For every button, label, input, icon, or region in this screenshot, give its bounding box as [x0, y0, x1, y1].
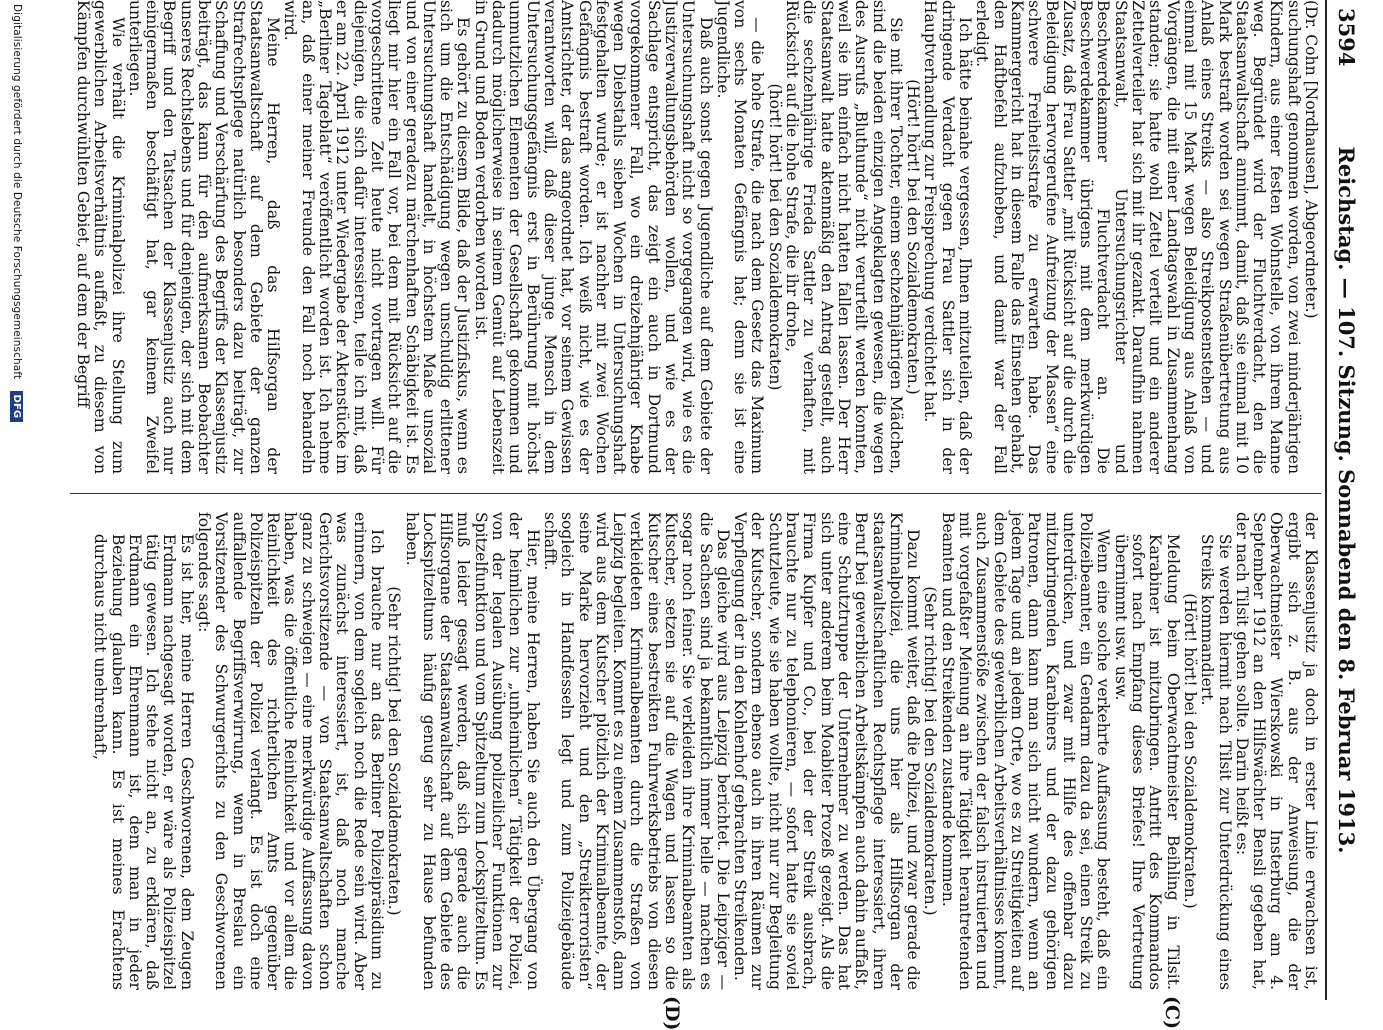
- running-title: Reichstag. — 107. Sitzung. Sonnabend den 8. Februar 1913.: [1334, 146, 1359, 854]
- interjection: (Sehr richtig! bei den Sozialdemokraten.): [385, 586, 404, 916]
- paragraph: Daß auch sonst gegen Jugendliche auf dem Gebiete der Untersuchungshaft nicht so vorgegangen wird, wie es die Justizverwaltungsbehörden wollen, und wie es der Sachlage entspricht, das zeigt ein auch in Dortmund vorgekommener Fall, wo ein dreizehnjähriger Knabe wegen Diebstahls sieben Wochen in Untersuchungshaft festgehalten wurde; er ist nachher mit zwei Wochen Gefängnis bestraft worden. Ich weiß nicht, wie es der Amtsrichter, der das angeordnet hat, vor seinem Gewissen verantworten will, daß dieser junge Mensch in dem Untersuchungsgefängnis erst in Berührung mit höchst unmutzlichen Elementen der Gesellschaft gekommen und dadurch möglicherweise in seinem Gemüt auf Lebenszeit in Grund und Boden verdorben worden ist.: [471, 0, 715, 474]
- left-column: [60, 0, 1319, 474]
- paragraph: Das gleiche wird aus Leipzig berichtet. Die Leipziger — die Sachsen sind ja bekanntlich immer helle — machen es sogar noch feiner. Sie verkleiden ihre Kriminalbeamten als Kutscher, setzen sie auf die Wagen und lassen so die Kutscher eines bestreikten Fuhrwerksbetriebs von diesen verkleideten Kriminalbeamten durch die Straßen von Leipzig begleiten. Kommt es zu einem Zusammenstoß, dann wird aus dem Kutscher plötzlich der Kriminalbeamte, der seine Marke hervorzieht und den „Streikterroristen“ sogleich in Handfesseln legt und zum Polizeigebäude schafft.: [540, 512, 732, 990]
- dfg-logo: DFG: [10, 391, 23, 423]
- right-column: [60, 512, 1319, 990]
- paragraph: Es gehört zu diesem Bilde, daß der Justizfiskus, wenn es sich um die Entschädigung wegen unschuldig erlittener Untersuchungshaft handelt, in höchstem Maße unsozial und von einer geradezu märchenhaften Schäbigkeit ist. Es liegt mir hier ein Fall vor, bei dem mit Rücksicht auf die vorgeschrittene Zeit heute nicht vortragen will. Für diejenigen, die sich dafür interessieren, teile ich mit, daß er am 22. April 1912 unter Wiedergabe der Aktenstücke im „Berliner Tageblatt“ veröffentlicht worden ist. Ich nehme an, daß einer meiner Freunde den Fall noch behandeln wird.: [281, 0, 473, 474]
- quotation: Sie werden hiermit nach Tilsit zur Unterdrückung eines Streiks kommandiert.: [1198, 533, 1234, 990]
- paragraph: Ich brauche nur an das Berliner Polizeipräsidium zu erinnern, von dem sogleich noch die Rede sein wird. Aber was zunächst interessiert, ist, daß noch manche Gerichtsvorsitzende — von Staatsanwaltschaften schon ganz zu schweigen — eine merkwürdige Auffassung davon haben, was die öffentliche Reinlichkeit und vor allem die Reinlichkeit des richterlichen Amts gegenüber Polizeispitzeln der Polizei verlangt. Es ist doch eine auffallende Begriffsverwirrung, wenn in Breslau ein Vorsitzender des Schwurgerichts zu den Geschworenen folgendes sagt:: [195, 512, 386, 990]
- interjection: (Hört! hört! bei den Sozialdemokraten.): [1180, 593, 1199, 909]
- interjection: (Sehr richtig! bei den Sozialdemokraten.): [921, 586, 940, 916]
- margin-marker-d: (D): [661, 996, 683, 1030]
- paragraph: Sie mit ihrer Tochter, einem sechzehnjährigen Mädchen, sind die beiden einzigen Angeklagten gewesen, die wegen des Ausrufs „Bluthunde“ nicht verurteilt werden konnten, weil sie ihn einfach nicht hatten fallen lassen. Der Herr Staatsanwalt hatte aktenmäßig den Antrag gestellt, auch die sechzehnjährige Frieda Sattler zu verhaften, mit Rücksicht auf die hohe Strafe, die ihr drohe,: [783, 0, 905, 474]
- interjection: (Hört! hört! bei den Sozialdemokraten.): [904, 79, 923, 395]
- header-rule: [1325, 0, 1327, 1000]
- credit-text: Digitalisierung gefördert durch die Deutsche Forschungsgemeinschaft: [11, 4, 23, 380]
- column-divider: [70, 493, 1321, 494]
- paragraph: Ich hätte beinahe vergessen, Ihnen mitzuteilen, daß der dringende Verdacht gegen Frau Sattler sich in der Hauptverhandlung zur Freisprechung verdichtet hat.: [921, 0, 975, 474]
- quotation: Meldung beim Oberwachtmeister Beihling in Tilsit. Karabiner ist mitzubringen. Antritt des Kommandos sofort nach Empfang dieses Briefes! Ihre Vertretung übernimmt usw. usw.: [1111, 533, 1182, 990]
- paragraph: — die hohe Strafe, die nach dem Gesetz das Maximum von sechs Monaten Gefängnis hat; denn sie ist eine Jugendliche.: [713, 0, 767, 474]
- page-header: [1333, 0, 1363, 1000]
- quotation: Es ist hier, meine Herren Geschworenen, dem Zeugen Erdmann nachgesagt worden, er wäre als Polizeispitzel tätig gewesen. Ich stehe nicht an, zu erklären, daß Erdmann ein Ehrenmann ist, dem man in jeder Beziehung glauben kann. Es ist meines Erachtens durchaus nicht unehrenhaft,: [91, 533, 196, 990]
- interjection: (hört! hört! bei den Sozialdemokraten): [765, 83, 784, 391]
- speaker-label: (Dr. Cohn [Nordhausen], Abgeordneter.): [1302, 0, 1320, 319]
- paragraph: Meine Herren, daß das Hilfsorgan der Staatsanwaltschaft auf dem Gebiete der ganzen Strafrechtspflege natürlich besonders dazu beiträgt, zur Schaffung und Verschärfung des Begriffs der Klassenjustiz beiträgt, das kann für den aufmerksamen Beobachter unseres Rechtslebens und für denjenigen, der sich mit dem Begriff und den Tatsachen der Klassenjustiz auch nur einigermaßen beschäftigt hat, gar keinem Zweifel unterliegen.: [125, 0, 283, 474]
- margin-marker-c: (C): [1161, 996, 1183, 1030]
- paragraph: suchungshaft genommen worden, von zwei minderjährigen Kindern, aus einer festen Wohnstelle, von ihrem Manne weg. Begründet wird der Fluchtverdacht, den die Staatsanwaltschaft annimmt, damit, daß sie einmal mit 10 Mark bestraft worden sei wegen Straßenübertretung aus Anlaß eines Streiks — also Streikpostenstehen — und einmal mit 15 Mark wegen Beleidigung aus Anlaß von Vorgängen, die mit einer Landtagswahl in Zusammenhang standen; sie hatte wohl Zettel verteilt und ein anderer Zettelverteiler hat sich mit ihr gezankt. Daraufhin nahmen Staatsanwalt, Untersuchungsrichter und Beschwerdekammer Fluchtverdacht an. Die Beschwerdekammer übrigens mit dem merkwürdigen Zusatz, daß Frau Sattler „mit Rücksicht auf die durch die Beleidigung hervorgerufene Aufreizung der Massen“ eine schwere Freiheitsstrafe zu erwarten habe. Das Kammergericht hat in diesem Falle das Einsehen gehabt, den Haftbefehl aufzuheben, und damit war der Fall erledigt.: [973, 0, 1303, 474]
- paragraph: der Klassenjustiz ja doch in erster Linie erwachsen ist, ergibt sich z. B. aus der Anweisung, die der Oberwachtmeister Wierskowski in Insterburg am 4. September 1912 an den Hilfswächter Bensli gegeben hat, der nach Tilsit gehen sollte. Darin heißt es:: [1232, 512, 1320, 990]
- paragraph: Dazu kommt weiter, daß die Polizei, und zwar gerade die Kriminalpolizei, die uns hier als Hilfsorgan der staatsanwaltschaftlichen Rechtspflege interessiert, ihren Beruf bei gewerblichen Arbeitskämpfen auch dahin auffaßt, eine Schutztruppe der Unternehmer zu werden. Das hat sich unter anderem beim Moabiter Prozeß gezeigt. Als die Firma Kupfer und Co., bei der der Streik ausbrach, brauchte nur zu telephonieren, — sofort hatte sie soviel Schutzleute, wie sie haben wollte, nicht nur zur Begleitung der Kutscher, sondern ebenso auch in ihren Räumen zur Verpflegung der in den Kohlenhof gebrachten Streikenden.: [731, 512, 923, 990]
- paragraph: Hier, meine Herren, haben Sie auch den Übergang von der heimlichen zur „unheimlichen“ Tätigkeit der Polizei, von der legalen Ausübung polizeilicher Funktionen zur Spitzelfunktion und vom Spitzeltum zum Lockspitzeltum. Es muß leider gesagt werden, daß sich gerade auch die Hilfsorgane der Staatsanwaltschaft auf dem Gebiete des Lockspitzeltums häufig genug sehr zu Hause befunden haben.: [402, 512, 542, 990]
- page-number: 3594: [1334, 8, 1359, 67]
- paragraph: Wenn eine solche verkehrte Auffassung besteht, daß ein Polizeibeamter, ein Gendarm dazu da sei, einen Streik zu unterdrücken, und zwar mit Hilfe des offenbar dazu mitzubringenden Karabiners und der dazu gehörigen Patronen, dann kann man sich nicht wundern, wenn an jedem Tage und an jedem Orte, wo es zu Streitigkeiten auf dem Gebiete des gewerblichen Arbeitsverhältnisses kommt, auch Zusammenstöße zwischen der falsch instruierten und mit vorgefaßter Meinung an ihre Tätigkeit herantretenden Beamten und den Streikenden zustande kommen.: [938, 512, 1113, 990]
- paragraph: Wie verhält die Kriminalpolizei ihre Stellung zum gewerblichen Arbeitsverhältnis auffaßt, zu diesem von Kämpfen durchwühlten Gebiet, auf dem der Begriff: [73, 0, 127, 474]
- digitization-credit: [10, 4, 23, 984]
